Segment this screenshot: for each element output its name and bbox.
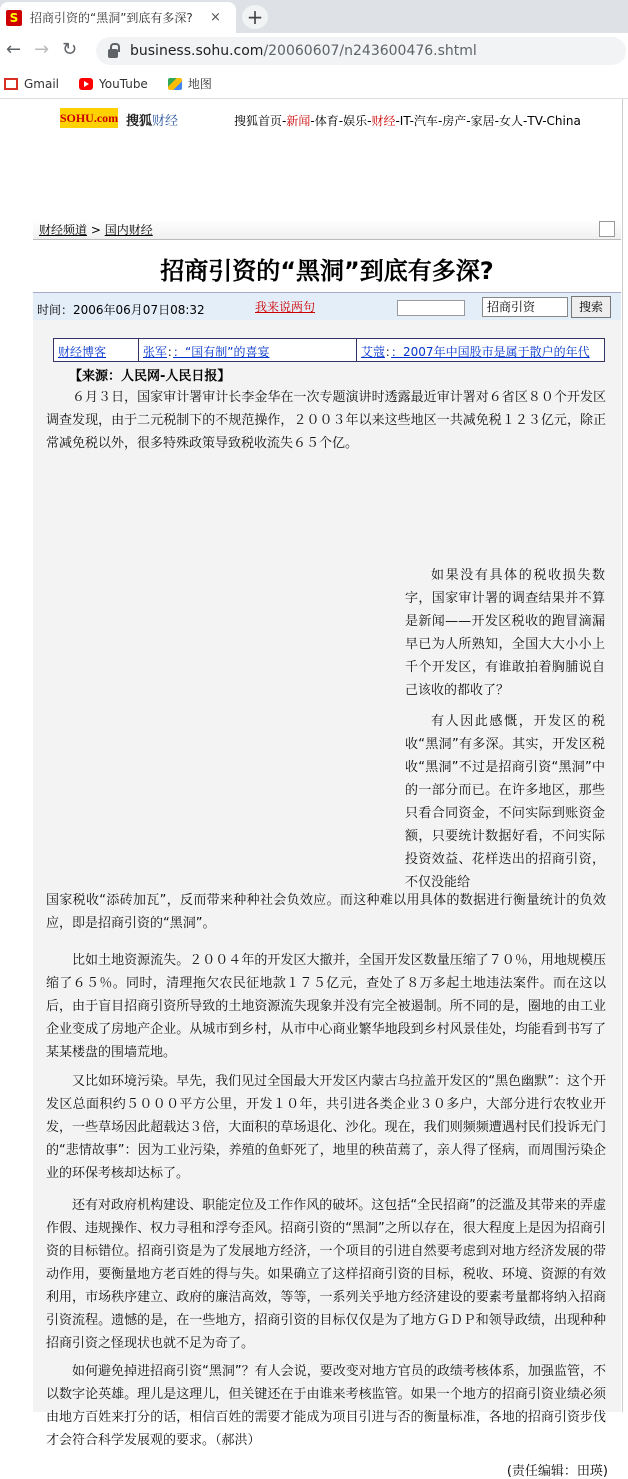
address-bar[interactable] — [96, 37, 626, 65]
nav-finance[interactable]: 财经 — [371, 114, 396, 128]
forward-arrow-icon[interactable]: → — [34, 39, 50, 60]
nav-tv[interactable]: TV — [527, 114, 543, 128]
breadcrumb-finance[interactable]: 财经频道 — [39, 223, 88, 237]
paragraph: 有人因此感慨，开发区的税收“黑洞”有多深。其实，开发区税收“黑洞”不过是招商引资“黑洞”中的一部分而已。在许多地区，那些只看合同资金，不问实际到账资金额，只要统计数据好看，不问实际投资效益、花样迭出的招商引资，不仅没能给 — [405, 714, 605, 890]
tab-title: 招商引资的“黑洞”到底有多深? — [30, 11, 193, 25]
maps-icon — [168, 78, 182, 90]
related-article-link[interactable]: ：2007年中国股市是属于散户的年代 — [391, 345, 590, 359]
related-article-link[interactable]: ：“国有制”的喜宴 — [173, 345, 270, 359]
browser-toolbar — [0, 33, 628, 69]
scrollbar[interactable] — [622, 99, 628, 1412]
related-blog-link[interactable]: 财经博客 — [58, 345, 107, 359]
article-source: 【来源：人民网-人民日报】 — [69, 369, 231, 384]
paragraph: ６月３日，国家审计署审计长李金华在一次专题演讲时透露最近审计署对６省区８０个开发区调查发现，由于二元税制下的不规范操作，２００３年以来这些地区一共减免税１２３亿元，除正常减免税以外，很多特殊政策导致税收流失６５个亿。 — [46, 390, 606, 451]
paragraph: 比如土地资源流失。２００４年的开发区大撤并，全国开发区数量压缩了７０％，用地规模压缩了６５％。同时，清理拖欠农民征地款１７５亿元，查处了８万多起土地违法案件。而在这以后，由于盲目招商引资所导致的土地资源流失现象并没有完全被遏制。所不同的是，圈地的由工业企业变成了房地产企业。从城市到乡村，从市中心商业繁华地段到乡村风景佳处，均能看到书写了某某楼盘的围墙荒地。 — [46, 953, 606, 1060]
related-cell — [54, 339, 139, 361]
related-cell: 艾蔻：：2007年中国股市是属于散户的年代 — [361, 345, 590, 359]
nav-it[interactable]: IT — [399, 114, 410, 128]
paragraph: 国家税收“添砖加瓦”，反而带来种种社会负效应。而这种难以用具体的数据进行衡量统计的负效应，即是招商引资的“黑洞”。 — [46, 893, 606, 931]
nav-auto[interactable]: 汽车 — [413, 114, 438, 128]
nav-ent[interactable]: 娱乐 — [343, 114, 368, 128]
article-meta-bar — [33, 292, 621, 320]
related-author-link[interactable]: 张军 — [143, 345, 168, 359]
browser-tab[interactable] — [0, 2, 236, 33]
bookmark-gmail[interactable]: Gmail — [4, 77, 59, 91]
gmail-icon — [4, 78, 18, 90]
article-title: 招商引资的“黑洞”到底有多深? — [160, 257, 494, 285]
nav-news[interactable]: 新闻 — [286, 114, 311, 128]
channel-title[interactable]: 搜狐财经 — [126, 114, 179, 129]
tab-strip — [0, 0, 628, 33]
bookmarks-bar — [0, 69, 628, 99]
publish-time: 时间：2006年06月07日08:32 — [37, 303, 205, 317]
responsible-editor: (责任编辑：田瑛) — [506, 1464, 608, 1479]
youtube-icon — [79, 78, 93, 90]
breadcrumb-domestic[interactable]: 国内财经 — [104, 223, 153, 237]
search-button[interactable]: 搜索 — [571, 296, 611, 318]
sohu-favicon-icon: S — [6, 10, 22, 26]
bookmark-youtube[interactable]: YouTube — [79, 77, 148, 91]
paragraph: 如果没有具体的税收损失数字，国家审计署的调查结果并不算是新闻——开发区税收的跑冒滴漏早已为人所熟知，全国大大小小上千个开发区，有谁敢拍着胸脯说自己该收的都收了？ — [405, 568, 605, 698]
related-author-link[interactable]: 艾蔻 — [361, 345, 386, 359]
broken-image-icon — [397, 300, 465, 316]
comment-link[interactable]: 我来说两句 — [255, 300, 316, 314]
nav-sports[interactable]: 体育 — [314, 114, 339, 128]
related-links — [53, 338, 605, 362]
url-text: business.sohu.com/20060607/n243600476.shtml — [130, 43, 477, 59]
nav-home-deco[interactable]: 家居 — [470, 114, 495, 128]
breadcrumb: 财经频道 > 国内财经 — [33, 220, 621, 240]
nav-house[interactable]: 房产 — [442, 114, 467, 128]
web-page — [0, 99, 628, 1479]
nav-women[interactable]: 女人 — [499, 114, 524, 128]
sohu-logo[interactable]: SOHU.com — [60, 108, 118, 128]
search-input[interactable]: 招商引资 — [482, 297, 568, 317]
related-cell: 张军：：“国有制”的喜宴 — [139, 339, 357, 361]
paragraph: 又比如环境污染。早先，我们见过全国最大开发区内蒙古乌拉盖开发区的“黑色幽默”：这个开发区总面积约５０００平方公里，开发１０年，共引进各类企业３０多户，大部分进行农牧业开发，一些草场因此超载达３倍，大面积的草场退化、沙化。现在，我们则频频遭遇村民们投诉无门的“悲情故事”：因为工业污染，养殖的鱼虾死了，地里的秧苗蔫了，亲人得了怪病，而周围污染企业的环保考核却达标了。 — [46, 1074, 606, 1181]
paragraph: 如何避免掉进招商引资“黑洞”？有人会说，要改变对地方官员的政绩考核体系，加强监管，不以数字论英雄。理儿是这理儿，但关键还在于由谁来考核监管。如果一个地方的招商引资业绩必须由地方百姓来打分的话，相信百姓的需要才能成为项目引进与否的衡量标准，各地的招商引资步伐才会符合科学发展观的要求。（郝洪） — [46, 1364, 606, 1448]
paragraph: 还有对政府机构建设、职能定位及工作作风的破坏。这包括“全民招商”的泛滥及其带来的弄虚作假、违规操作、权力寻租和浮夸歪风。招商引资的“黑洞”之所以存在，很大程度上是因为招商引资的目标错位。招商引资是为了发展地方经济，一个项目的引进自然要考虑到对地方经济发展的带动作用，要衡量地方老百姓的得与失。如果确立了这样招商引资的目标，税收、环境、资源的有效利用，市场秩序建立、政府的廉洁高效，等等，一系列关乎地方经济建设的要素考量都将纳入招商引资流程。遗憾的是，在一些地方，招商引资的目标仅仅是为了地方ＧＤＰ和领导政绩，出现种种招商引资之怪现状也就不足为奇了。 — [46, 1198, 606, 1351]
lock-icon — [108, 49, 118, 58]
reload-icon[interactable]: ↻ — [62, 39, 78, 60]
broken-image-icon — [599, 221, 615, 237]
tab-close-icon[interactable]: × — [210, 10, 221, 25]
nav-home[interactable]: 搜狐首页 — [234, 114, 283, 128]
back-arrow-icon[interactable]: ← — [6, 39, 22, 60]
bookmark-maps[interactable]: 地图 — [168, 75, 212, 92]
nav-china[interactable]: China — [546, 114, 581, 128]
article-body — [33, 320, 621, 1479]
new-tab-button[interactable]: + — [242, 5, 268, 29]
top-navigation: 搜狐首页-新闻-体育-娱乐-财经-IT-汽车-房产-家居-女人-TV-China — [234, 114, 581, 128]
